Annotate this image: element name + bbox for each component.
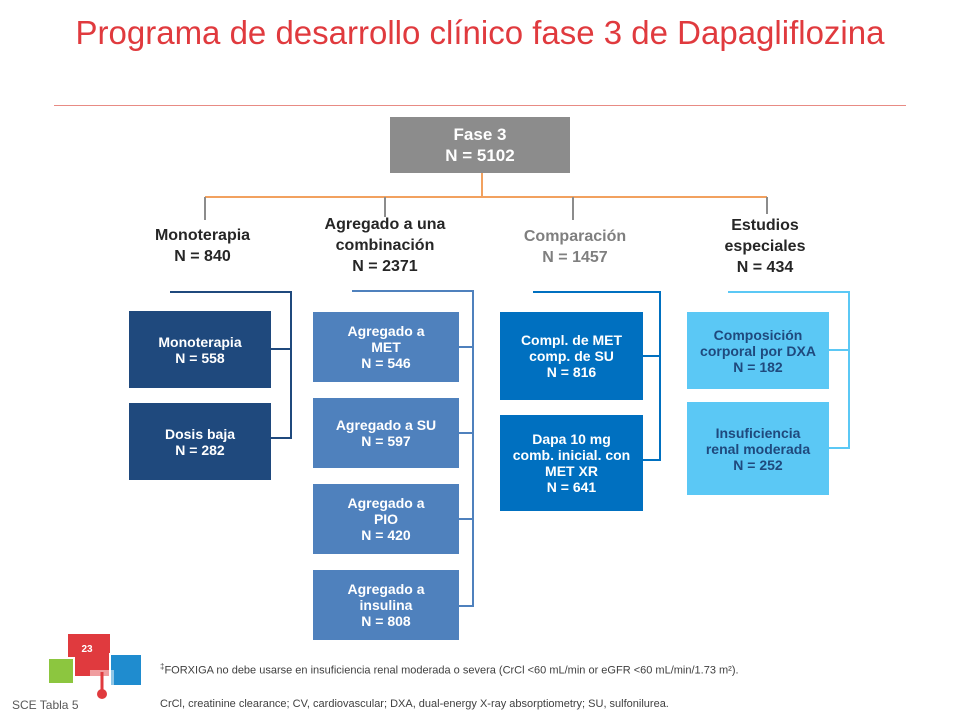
study-count: N = 420 <box>361 527 411 543</box>
footnote-renal <box>160 662 900 677</box>
study-count: N = 182 <box>733 358 783 375</box>
page-title: Programa de desarrollo clínico fase 3 de Dapagliflozina <box>75 14 885 51</box>
study-box-agregado-su <box>313 398 459 468</box>
study-label: Agregado a insulina <box>347 581 425 613</box>
study-box-agregado-pio <box>313 484 459 554</box>
study-count: N = 252 <box>733 456 783 473</box>
category-count: N = 434 <box>736 259 794 276</box>
root-phase3 <box>390 117 570 173</box>
study-label: Insuficiencia renal moderada <box>705 424 811 457</box>
study-label: Agregado a SU <box>335 417 437 433</box>
study-label: Compl. de MET comp. de SU <box>520 332 623 364</box>
study-box-compl-met-su <box>500 312 643 400</box>
category-comparacion <box>495 226 655 268</box>
root-count: N = 5102 <box>445 146 515 165</box>
category-monoterapia <box>120 225 285 267</box>
category-especiales <box>695 215 835 278</box>
page-number: 23 <box>81 644 93 655</box>
study-box-dxa <box>687 312 829 389</box>
study-label: Agregado a PIO <box>347 495 425 527</box>
study-count: N = 808 <box>361 613 411 629</box>
root-title: Fase 3 <box>453 125 507 144</box>
study-label: Dapa 10 mg comb. inicial. con MET XR <box>512 431 631 479</box>
study-count: N = 546 <box>361 355 411 371</box>
footnote-renal-text: FORXIGA no debe usarse en insuficiencia renal moderada o severa (CrCl <60 mL/min or eGFR <60 mL/min/1.73 m²). <box>164 664 739 677</box>
study-count: N = 282 <box>175 441 225 458</box>
category-count: N = 2371 <box>352 258 418 275</box>
study-box-renal <box>687 402 829 495</box>
study-box-dosis-baja <box>129 403 271 480</box>
footnote-mark: ‡ <box>160 662 165 671</box>
study-label: Agregado a MET <box>347 323 425 355</box>
study-count: N = 641 <box>546 479 597 495</box>
company-logo <box>44 632 144 702</box>
study-label: Monoterapia <box>158 333 242 350</box>
footnote-abbreviations: CrCl, creatinine clearance; CV, cardiovascular; DXA, dual-energy X-ray absorptiometry; SU, sulfonilurea. <box>160 698 669 710</box>
study-count: N = 558 <box>175 349 225 366</box>
study-count: N = 597 <box>361 433 411 449</box>
source-label: SCE Tabla 5 <box>12 698 79 712</box>
category-name: Agregado a una combinación <box>324 216 446 254</box>
category-name: Comparación <box>523 228 627 245</box>
study-label: Dosis baja <box>164 425 236 442</box>
category-name: Estudios especiales <box>724 217 806 255</box>
study-box-agregado-met <box>313 312 459 382</box>
study-count: N = 816 <box>546 364 597 380</box>
category-count: N = 840 <box>174 248 231 265</box>
study-box-dapa-met-xr <box>500 415 643 511</box>
category-agregado <box>300 214 470 277</box>
study-box-monoterapia <box>129 311 271 388</box>
study-label: Composición corporal por DXA <box>700 326 816 359</box>
study-box-agregado-insulina <box>313 570 459 640</box>
category-name: Monoterapia <box>154 227 251 244</box>
category-count: N = 1457 <box>542 249 608 266</box>
